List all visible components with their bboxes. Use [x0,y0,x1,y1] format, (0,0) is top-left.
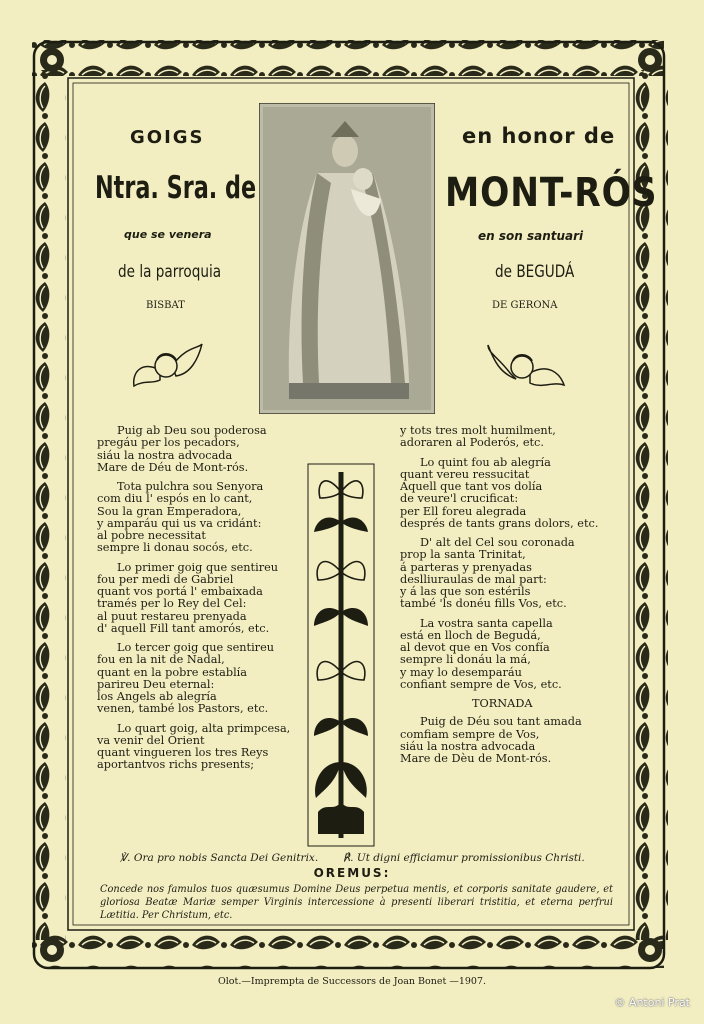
verse-line: Lo tercer goig que sentireu [117,641,275,654]
verse-line: La vostra santa capella [420,616,553,630]
verse-line: Puig de Déu sou tant amada [420,715,582,729]
verse-line: pregáu per los pecadors, [97,436,240,450]
stanza [400,618,610,692]
verse-line: comfiam sempre de Vos, [400,727,540,741]
verse-line: quant vos portá l' embaixada [97,585,263,598]
verse-line: y tots tres molt humilment, [400,424,556,437]
subtitle-gerona: DE GERONA [492,300,558,311]
verse-line: siáu la nostra advocada [97,448,233,462]
verse-line: quant vingueren los tres Reys [97,746,269,759]
verse-line: Mare de Dèu de Mont-rós. [400,752,552,765]
verse-line: de veure'l crucificat: [400,492,519,506]
verse-line: los Angels ab alegría [97,690,217,703]
versicle-left: ℣. Ora pro nobis Sancta Dei Genitrix. [120,852,319,864]
verse-line: fou en la nit de Nadal, [97,653,225,667]
verse-line: al devot que en Vos confía [400,641,550,654]
left-cherub-icon [130,340,205,402]
right-cherub-icon [486,343,566,405]
verse-line: prop la santa Trinitat, [400,548,526,562]
verse-line: Lo primer goig que sentireu [117,560,279,574]
verse-line: deslliuraulas de mal part: [400,572,547,586]
verse-line: siáu la nostra advocada [400,739,536,753]
verse-line: tramés per lo Rey del Cel: [97,597,247,611]
verse-line: quant en la pobre establía [97,665,248,679]
verse-line: quant vereu ressucitat [400,467,530,481]
stanza [400,457,610,531]
tornada-verse [400,716,610,765]
verse-line: Lo quart goig, alta primpcesa, [117,721,291,735]
copyright-credit: © Antoni Prat [614,996,690,1009]
subtitle-bisbat: BISBAT [146,300,185,311]
imprint-line: Olot.—Imprempta de Successors de Joan Bonet —1907. [217,976,487,987]
verse-line: fou per medi de Gabriel [97,572,234,586]
left-verses [97,425,302,779]
title-mont-ros: MONT-RÓS [445,170,658,216]
verse-line: parireu Deu eternal: [97,677,215,691]
stanza [400,425,610,450]
title-en-honor: en honor de [462,124,616,148]
stanza [97,425,302,474]
verse-line: Sou la gran Emperadora, [97,504,242,518]
right-stanzas [400,425,610,691]
verse-line: Aquell que tant vos dolía [400,480,543,493]
stanza [97,723,302,772]
verse-line: y á las que son estérils [400,585,531,598]
verse-line: aportantvos richs presents; [97,758,255,772]
versicle-right: ℟. Ut digni efficiamur promissionibus Christi. [343,852,585,864]
title-goigs: GOIGS [130,127,205,148]
verse-line: Tota pulchra sou Senyora [117,480,264,493]
verse-line: y may lo desemparáu [400,665,522,679]
verse-line: després de tants grans dolors, etc. [400,516,599,530]
verse-line: també 'ls donéu fills Vos, etc. [400,597,567,611]
stanza [97,481,302,555]
oremus-heading: OREMUS: [313,866,391,880]
subtitle-santuari: en son santuari [478,229,584,243]
subtitle-venera: que se venera [124,228,212,241]
stanza [400,537,610,611]
verse-line: y amparáu qui us va cridánt: [97,516,262,530]
verse-line: D' alt del Cel sou coronada [420,536,575,549]
verse-line: per Ell foreu alegrada [400,504,527,518]
verse-line: sempre li donáu la má, [400,653,531,667]
title-ntra-sra: Ntra. Sra. de [95,170,257,206]
verse-line: á parteras y prenyadas [400,560,532,574]
verse-line: venen, també los Pastors, etc. [97,702,269,716]
stanza [97,562,302,636]
verse-line: está en lloch de Begudá, [400,628,541,642]
verse-line: Lo quint fou ab alegría [420,455,551,469]
prayer-text: Concede nos famulos tuos quæsumus Domine Deus perpetua mentis, et corporis sanitate gaudere, et gloriosa Beatæ Mariæ semper Virginis intercessione à presenti liberari tristitia, et eterna perfrui Lætitia. Per Christum, etc. [100,884,613,921]
verse-line: sempre li donau socós, etc. [97,541,253,555]
verse-line: confiant sempre de Vos, etc. [400,677,562,691]
right-verses [400,425,610,772]
stanza [97,642,302,716]
verse-line: adoraren al Poderós, etc. [400,436,544,450]
verse-line: Mare de Déu de Mont-rós. [97,460,249,474]
verse-line: com diu l' espós en lo cant, [97,492,253,506]
virgin-photograph [259,103,435,414]
subtitle-parroquia: de la parroquia [118,262,222,282]
verse-line: d' aquell Fill tant amorós, etc. [97,621,270,635]
tornada-label: TORNADA [472,697,533,710]
verse-line: Puig ab Deu sou poderosa [117,424,267,437]
subtitle-beguda: de BEGUDÁ [495,262,575,282]
verse-line: va venir del Orient [97,733,205,747]
verse-line: al pobre necessitat [97,529,206,542]
lily-ornament-icon [306,462,376,848]
verse-line: al puut restareu prenyada [97,609,247,623]
